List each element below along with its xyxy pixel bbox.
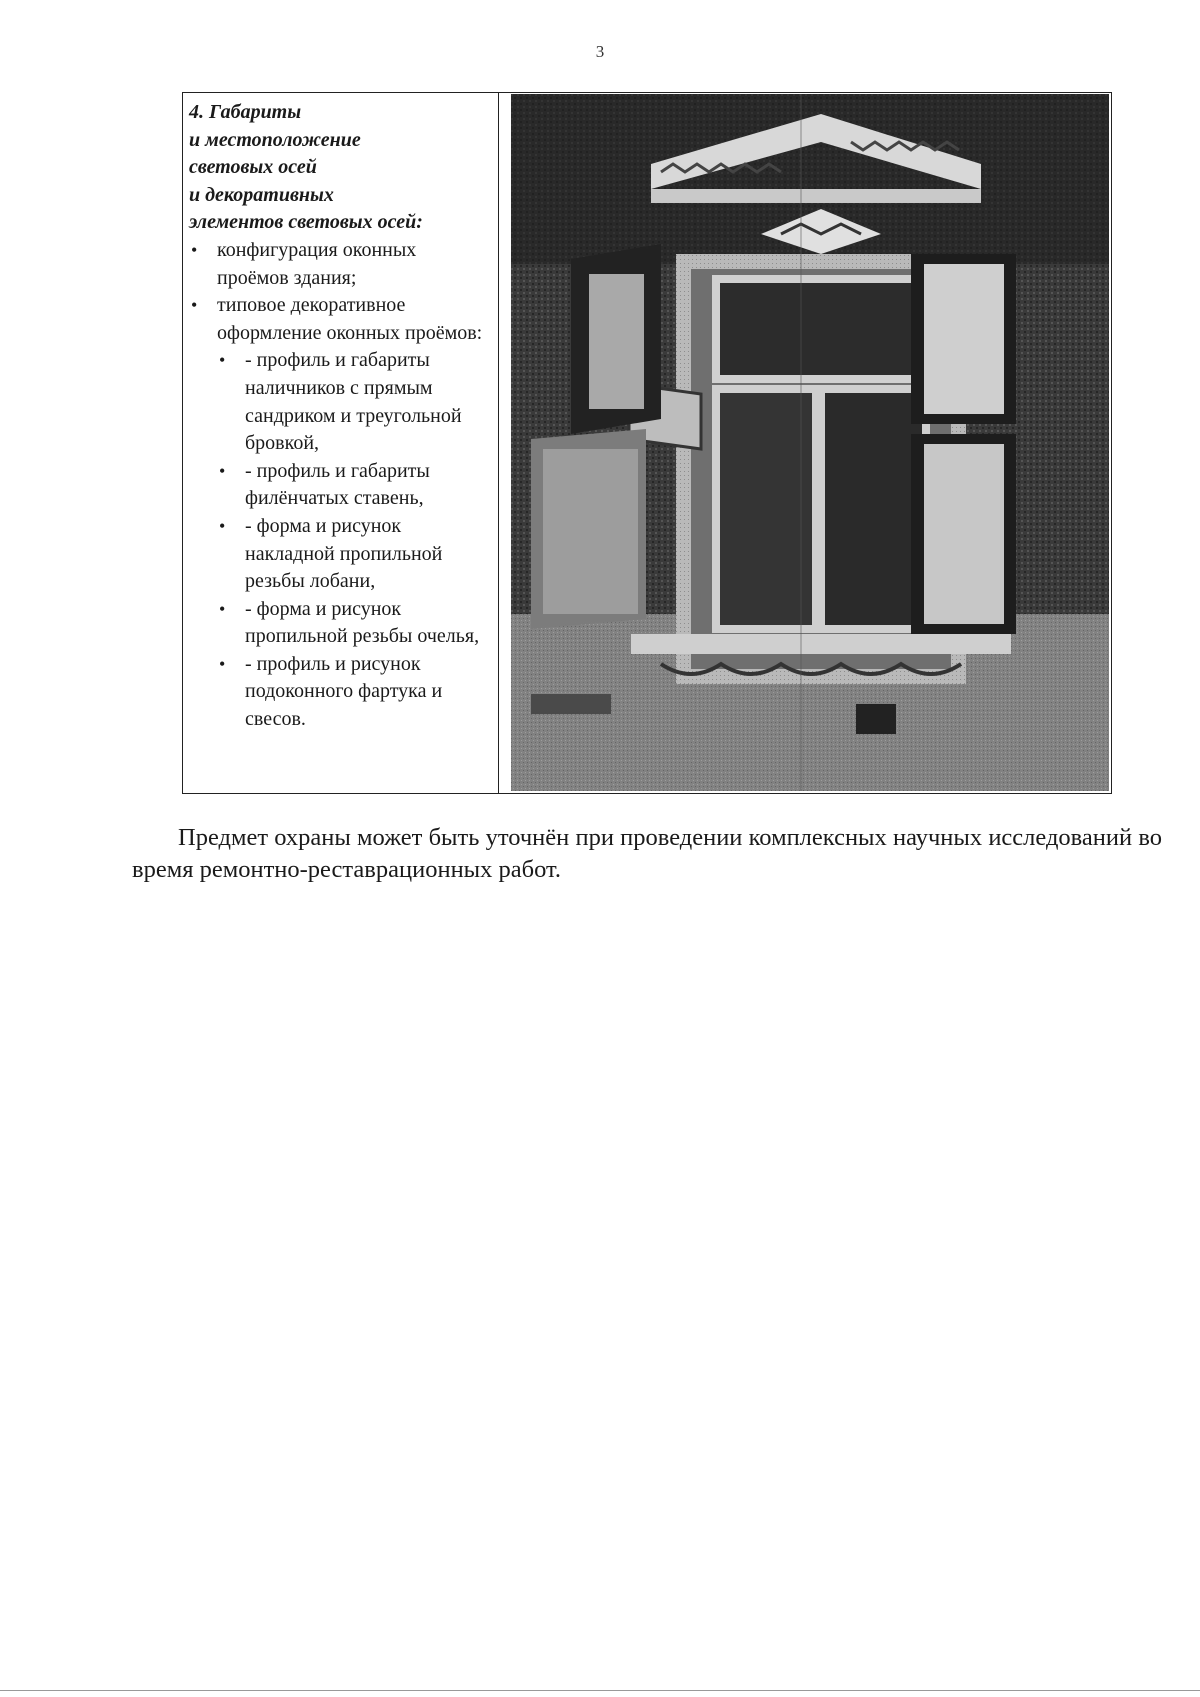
- heading-line: и декоративных: [189, 183, 334, 206]
- page-bottom-rule: [0, 1690, 1200, 1691]
- table-text-cell: [189, 99, 489, 734]
- bullet-text: конфигурация оконных проёмов здания;: [217, 238, 417, 289]
- table-column-divider: [498, 93, 499, 793]
- sub-item: • - форма и рисунок накладной пропильной резьбы лобани,: [217, 513, 489, 596]
- heading-line: световых осей: [189, 156, 317, 179]
- heading-line: и местоположение: [189, 128, 361, 151]
- bullet-list: [189, 237, 489, 734]
- heading-line: элементов световых осей:: [189, 211, 423, 234]
- sub-item: • - профиль и габариты наличников с прямым сандриком и треугольной бровкой,: [217, 347, 489, 457]
- bullet-item: [189, 292, 489, 734]
- protection-table: [182, 92, 1112, 794]
- sub-list: [217, 347, 489, 733]
- bullet-item: [189, 237, 489, 292]
- window-photo: [511, 94, 1109, 791]
- page-number: 3: [595, 42, 605, 61]
- bullet-text: типовое декоративное оформление оконных проёмов:: [217, 294, 483, 344]
- sub-item: • - форма и рисунок пропильной резьбы очелья,: [217, 596, 489, 651]
- sub-item: • - профиль и габариты филёнчатых ставень,: [217, 458, 489, 513]
- heading-line: 4. Габариты: [189, 101, 302, 123]
- item-heading: [189, 99, 489, 237]
- sub-item: • - профиль и рисунок подоконного фартука и свесов.: [217, 651, 489, 734]
- body-paragraph: Предмет охраны может быть уточнён при проведении комплексных научных исследований во время ремонтно-реставрационных работ.: [132, 824, 1162, 883]
